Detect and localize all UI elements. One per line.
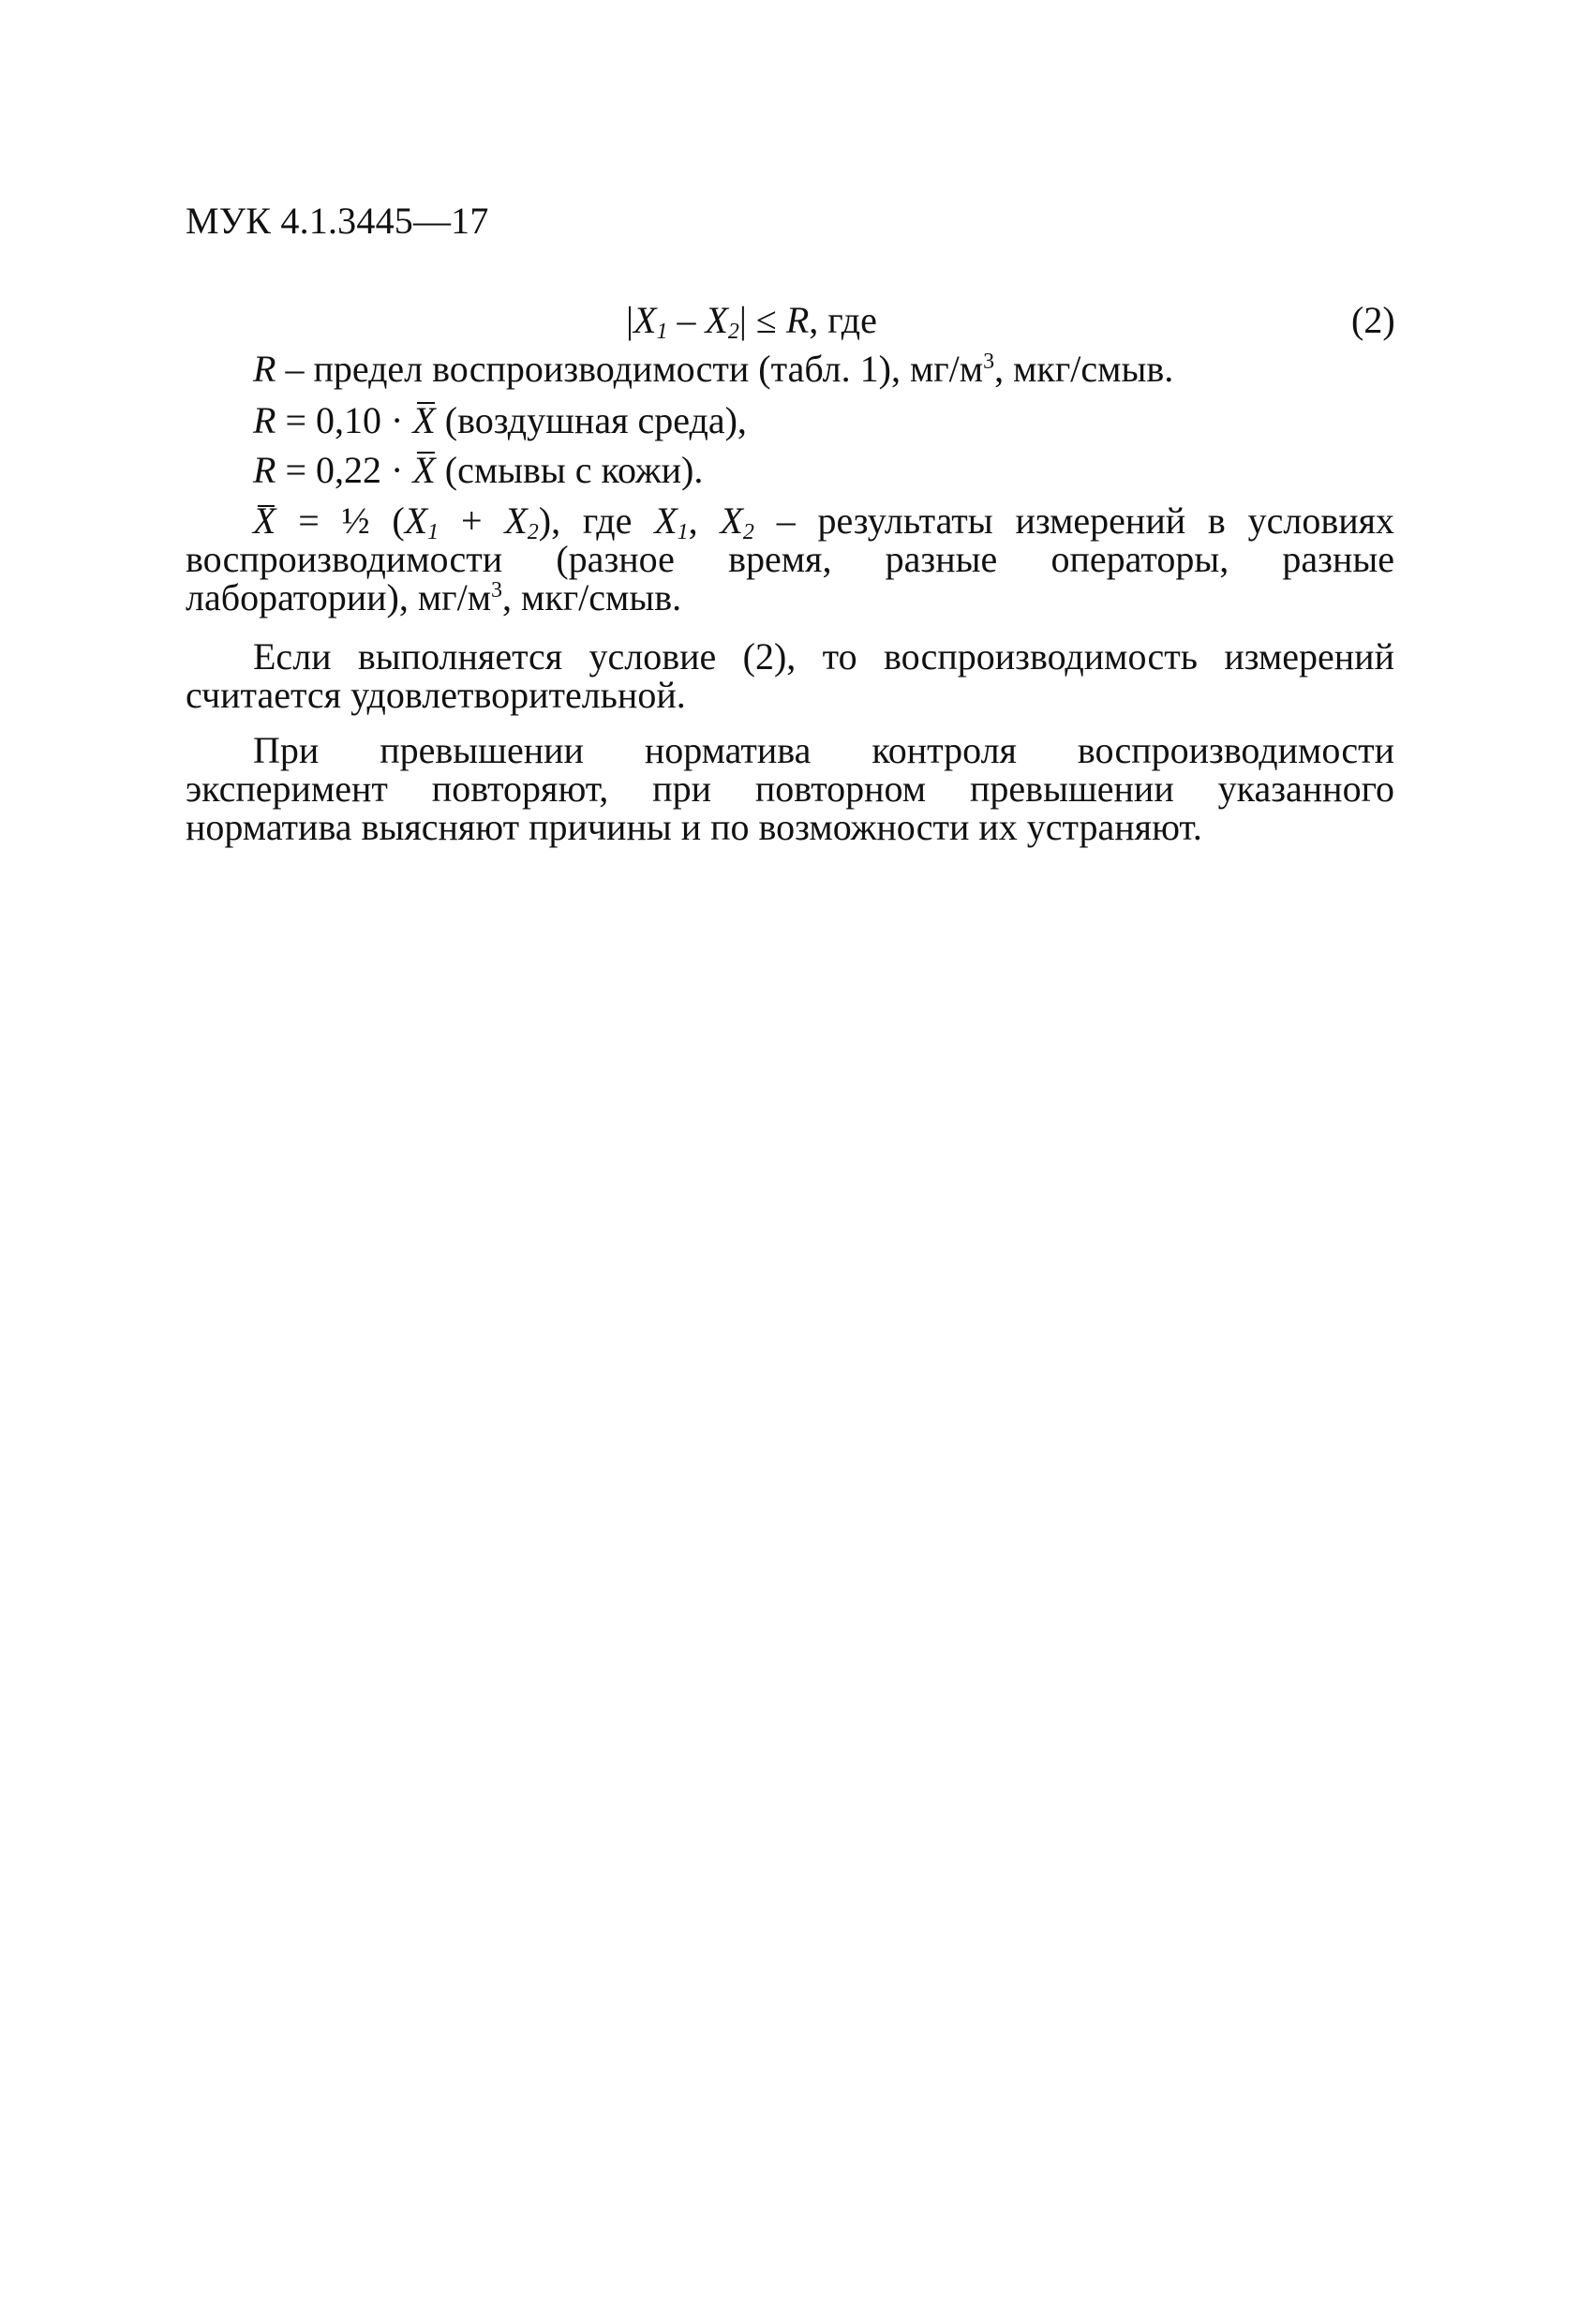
document-number-header: МУК 4.1.3445—17 [186, 200, 489, 242]
mean-tail-1: ), где [538, 499, 633, 542]
formula-number: (2) [1351, 299, 1395, 341]
reproducibility-formula: $|X_1 - X_2| \le R$, где [626, 299, 877, 344]
definition-r-air: R = 0,10 · X (воздушная среда), [253, 399, 747, 441]
mean-formula: = ½ ( [276, 499, 405, 542]
x-mean-symbol: X [412, 399, 436, 441]
condition-text: Если выполняется условие (2), то воспроизводимость измерений считается удовлетворительной. [186, 635, 1394, 716]
mean-tail-2: – результаты измерений в условиях воспроизводимости (разное время, разные операторы, разные лаборатории), мг/м [186, 499, 1395, 618]
definition-r-units: , мкг/смыв. [994, 348, 1174, 390]
r-skin-coefficient: = 0,22 · [285, 449, 404, 491]
definition-r-text: – предел воспроизводимости (табл. 1), мг/м [285, 348, 984, 390]
exceedance-paragraph [186, 731, 1394, 846]
r-air-label: (воздушная среда), [444, 399, 747, 441]
exceedance-text: При превышении норматива контроля воспроизводимости эксперимент повторяют, при повторном превышении указанного норматива выясняют причины и по возможности их устраняют. [186, 729, 1394, 848]
x-mean-symbol: X [412, 449, 436, 491]
formula-tail: , где [809, 299, 877, 341]
x-mean-symbol: X [253, 499, 276, 542]
definition-r: R – предел воспроизводимости (табл. 1), $мг/м^3$, мкг/смыв. [253, 348, 1174, 390]
r-air-coefficient: = 0,10 · [285, 399, 404, 441]
mean-definition-paragraph: X = ½ $(X_1 + X_2)$, где $X_1$, $X_2$ – результаты измерений в условиях воспроизводимости (разное время, разные операторы, разные лаборатории), $мг/м^3$, мкг/смыв. [186, 499, 1395, 618]
condition-paragraph [186, 637, 1394, 714]
mean-tail-3: , мкг/смыв. [502, 576, 682, 618]
r-skin-label: (смывы с кожи). [444, 449, 704, 491]
definition-r-skin: R = 0,22 · X (смывы с кожи). [253, 449, 704, 491]
